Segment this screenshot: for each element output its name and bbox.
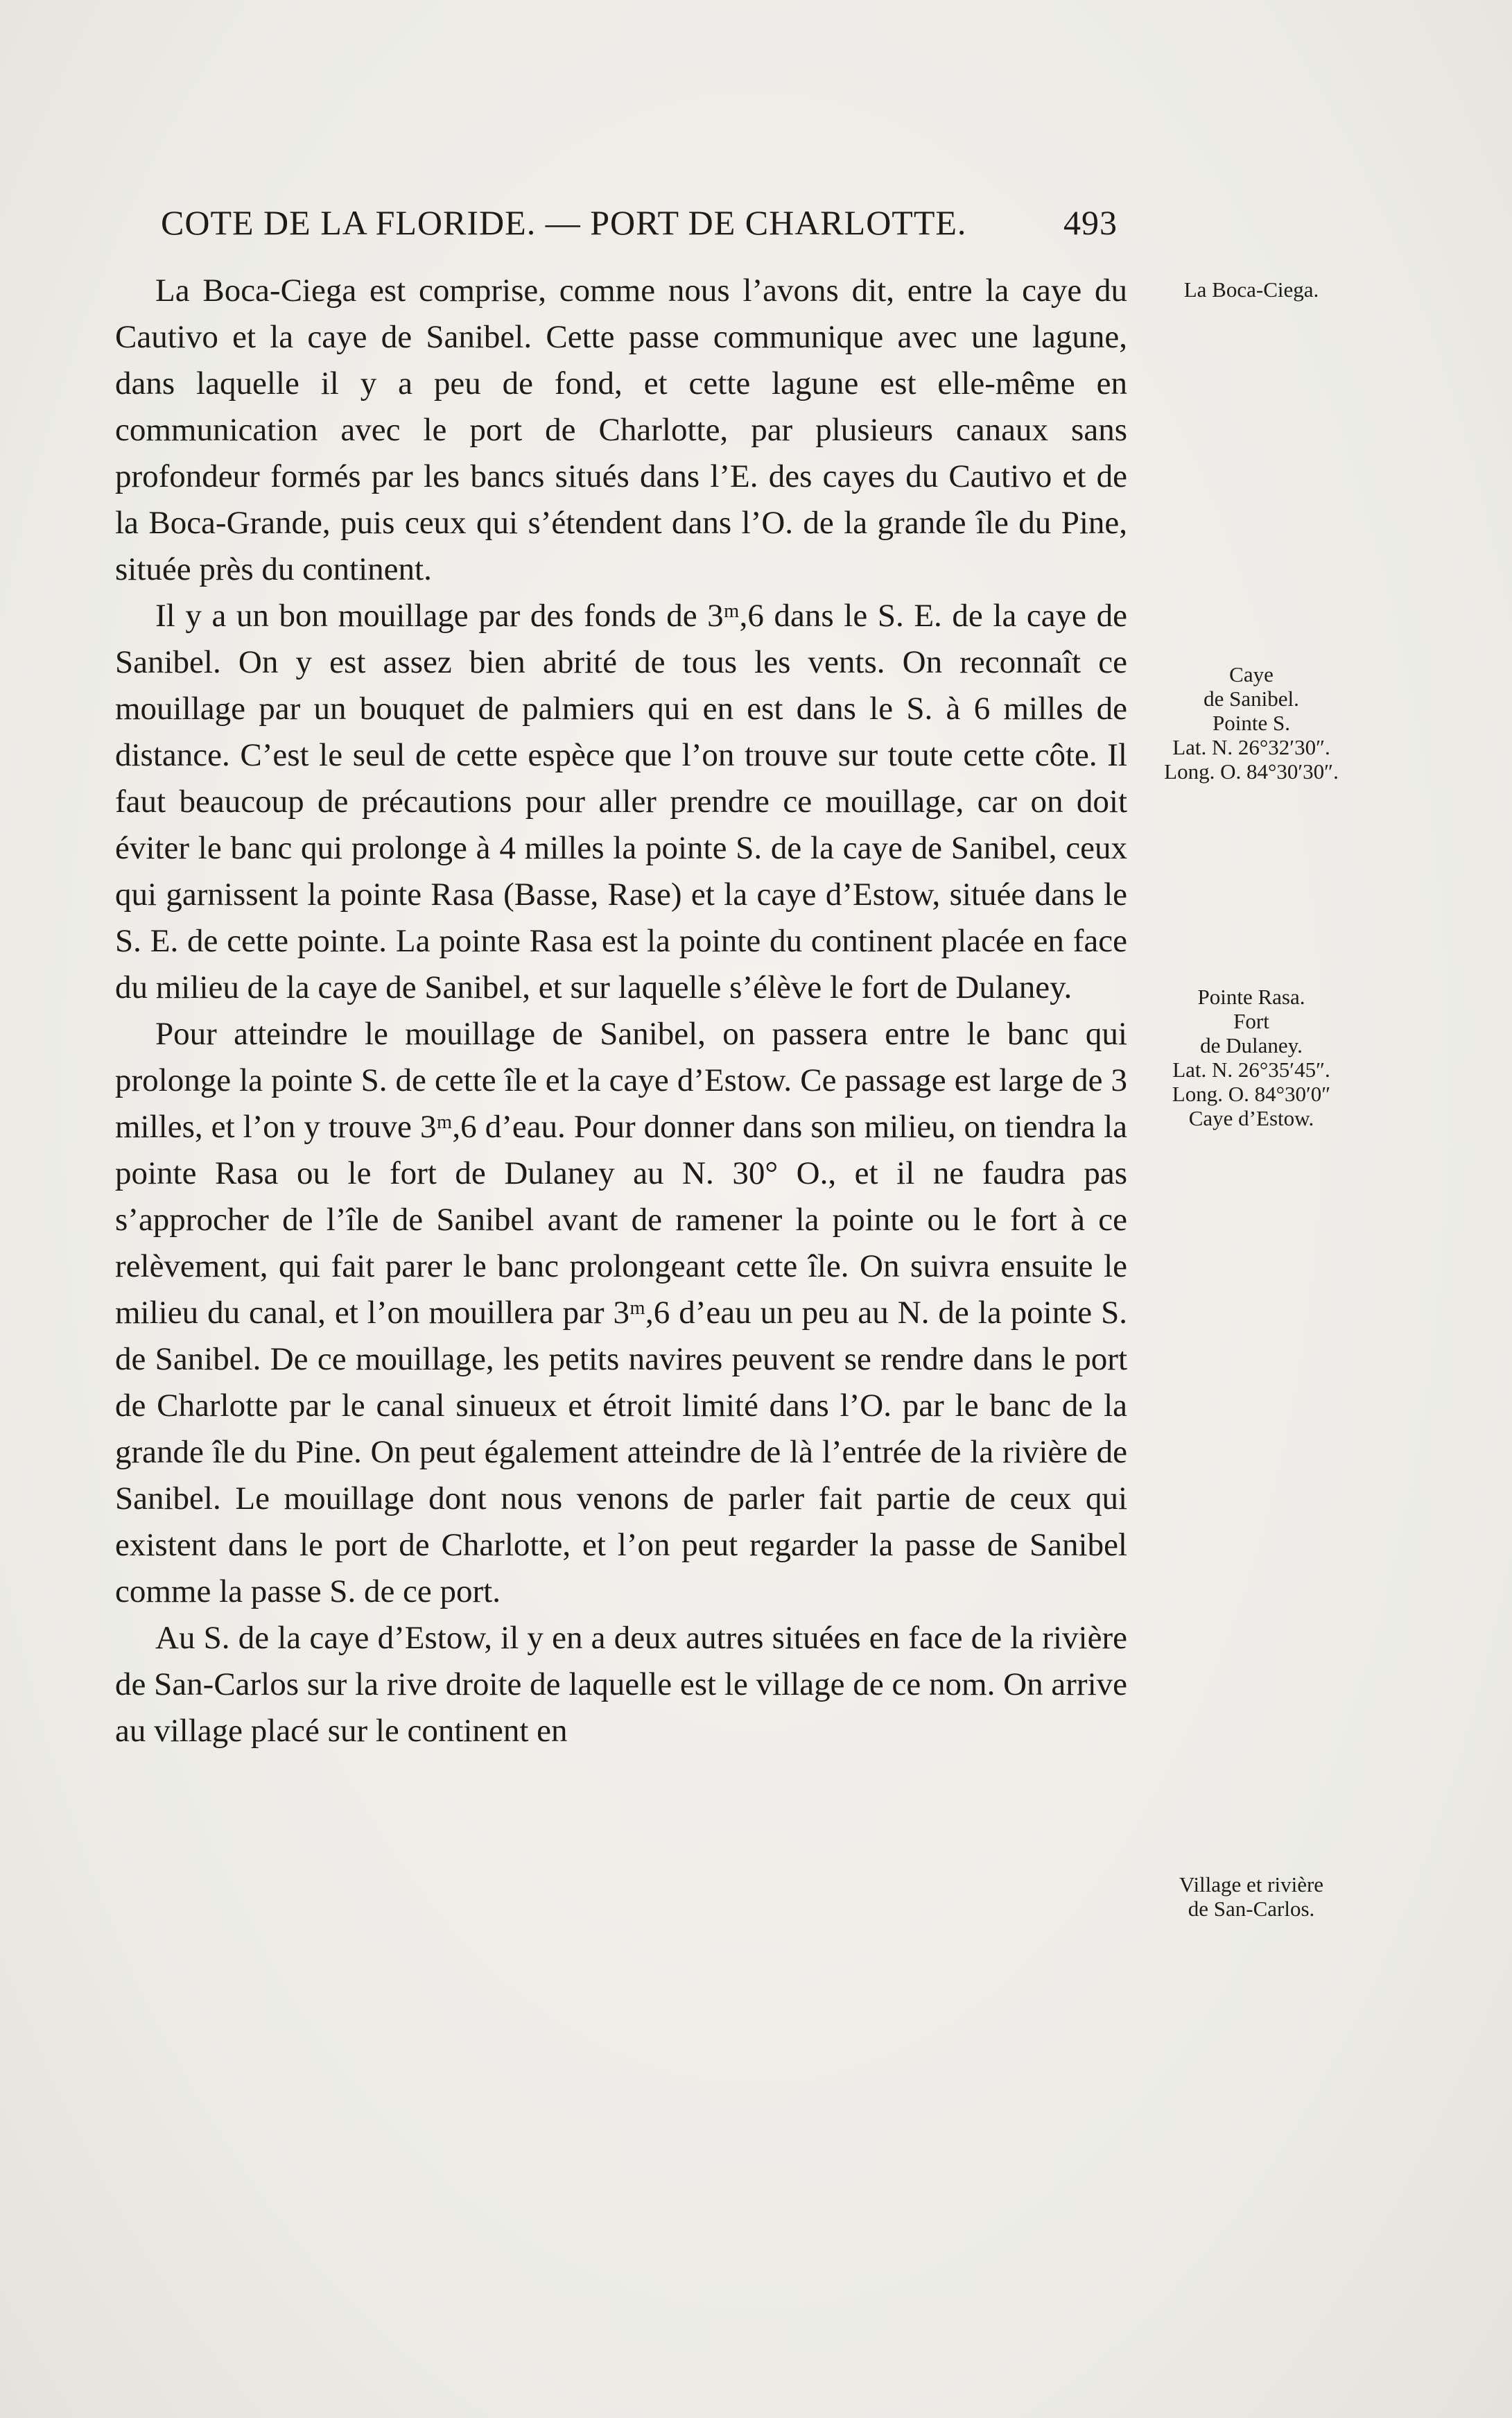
margin-note-line: de San-Carlos. [1188,1897,1315,1921]
running-header [161,205,1118,240]
margin-note-san-carlos [1137,1872,1366,1921]
page-number: 493 [1063,203,1118,242]
paragraph: Au S. de la caye d’Estow, il y en a deux autres situées en face de la rivière de San-Carlos sur la rive droite de laquelle est le village de ce nom. On arrive au village placé sur le continent en [115,1620,1127,1749]
margin-note-boca-ciega [1137,277,1366,302]
margin-note-line: Caye d’Estow. [1188,1106,1314,1130]
margin-note-line: de Sanibel. [1203,686,1299,711]
margin-note-line: Lat. N. 26°35′45″. [1172,1057,1330,1082]
margin-note-line: Caye [1229,662,1274,686]
margin-note-line: Fort [1233,1009,1269,1033]
margin-note-line: Long. O. 84°30′0″ [1172,1082,1331,1106]
paragraph: Pour atteindre le mouillage de Sanibel, on passera entre le banc qui prolonge la pointe S. de cette île et la caye d’Estow. Ce passage est large de 3 milles, et l’on y trouve 3ᵐ,6 d’eau. Pour donner dans son milieu, on tiendra la pointe Rasa ou le fort de Dulaney au N. 30° O., et il ne faudra pas s’approcher de l’île de Sanibel avant de ramener la pointe ou le fort à ce relèvement, qui fait parer le banc prolongeant cette île. On suivra ensuite le milieu du canal, et l’on mouillera par 3ᵐ,6 d’eau un peu au N. de la pointe S. de Sanibel. De ce mouillage, les petits navires peuvent se rendre dans le port de Charlotte par le canal sinueux et étroit limité dans l’O. par le banc de la grande île du Pine. On peut également atteindre de là l’entrée de la rivière de Sanibel. Le mouillage dont nous venons de parler fait partie de ceux qui existent dans le port de Charlotte, et l’on peut regarder la passe de Sanibel comme la passe S. de ce port. [115,1016,1127,1609]
main-text [115,268,1127,1754]
margin-note-pointe-rasa [1137,985,1366,1130]
margin-note-line: Pointe Rasa. [1197,985,1305,1009]
margin-note-line: Pointe S. [1213,711,1290,735]
margin-note-caye-sanibel [1137,662,1366,784]
running-title: COTE DE LA FLORIDE. — PORT DE CHARLOTTE. [161,203,967,242]
margin-note-line: La Boca-Ciega. [1183,277,1319,302]
margin-note-line: Lat. N. 26°32′30″. [1172,735,1330,759]
margin-note-line: Long. O. 84°30′30″. [1164,759,1339,784]
paragraph: La Boca-Ciega est comprise, comme nous l’avons dit, entre la caye du Cautivo et la caye de Sanibel. Cette passe communique avec une lagune, dans laquelle il y a peu de fond, et cette lagune est elle-même en communication avec le port de Charlotte, par plusieurs canaux sans profondeur formés par les bancs situés dans l’E. des cayes du Cautivo et de la Boca-Grande, puis ceux qui s’étendent dans l’O. de la grande île du Pine, située près du continent. [115,273,1127,587]
margin-note-line: Village et rivière [1179,1872,1324,1897]
margin-note-line: de Dulaney. [1200,1033,1303,1057]
paragraph: Il y a un bon mouillage par des fonds de 3ᵐ,6 dans le S. E. de la caye de Sanibel. On y est assez bien abrité de tous les vents. On reconnaît ce mouillage par un bouquet de palmiers qui en est dans le S. à 6 milles de distance. C’est le seul de cette espèce que l’on trouve sur toute cette côte. Il faut beaucoup de précautions pour aller prendre ce mouillage, car on doit éviter le banc qui prolonge à 4 milles la pointe S. de la caye de Sanibel, ceux qui garnissent la pointe Rasa (Basse, Rase) et la caye d’Estow, située dans le S. E. de cette pointe. La pointe Rasa est la pointe du continent placée en face du milieu de la caye de Sanibel, et sur laquelle s’élève le fort de Dulaney. [115,598,1127,1005]
